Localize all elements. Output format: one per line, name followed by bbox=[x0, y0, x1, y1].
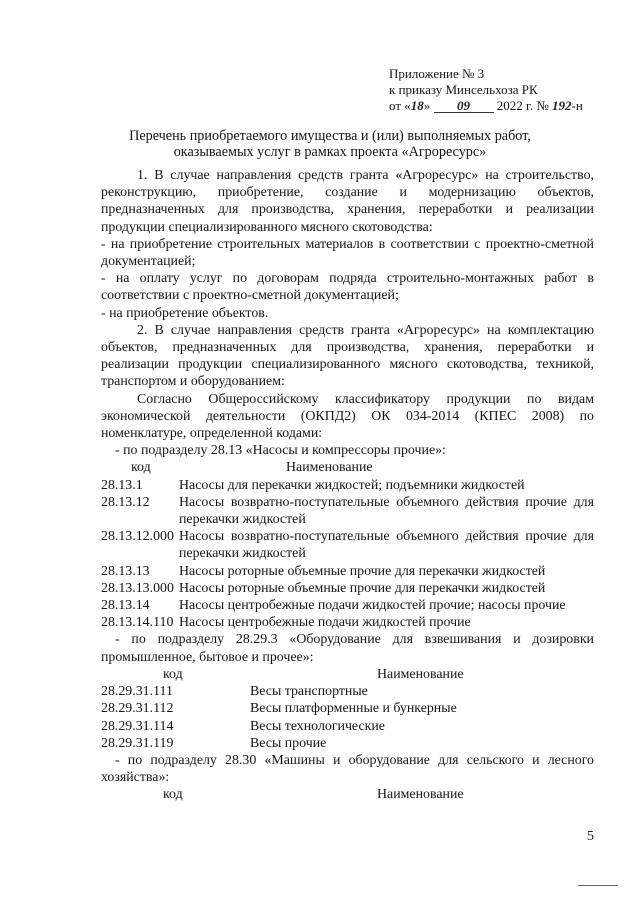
date-prefix: от « bbox=[389, 98, 411, 113]
handwritten-day: 18 bbox=[410, 98, 424, 113]
row-name: Насосы возвратно-поступательные объемного действия прочие для перекачки жидкостей bbox=[179, 529, 594, 562]
table-row bbox=[101, 494, 594, 528]
row-code: 28.13.1 bbox=[101, 477, 143, 493]
page-number: 5 bbox=[587, 829, 594, 844]
title-line-1: Перечень приобретаемого имущества и (или) выполняемых работ, bbox=[129, 128, 531, 144]
row-name: Насосы для перекачки жидкостей; подъемники жидкостей bbox=[179, 477, 525, 493]
appendix-number: Приложение № 3 bbox=[389, 66, 485, 81]
order-date-line bbox=[389, 98, 619, 114]
section-2-intro: 2. В случае направления средств гранта «Агроресурс» на комплектацию объектов, предназначенных для производства, хранения, переработки и реализации продукции специализированного мясного скотоводства, техникой, транспортом и оборудованием: bbox=[101, 322, 594, 390]
row-code: 28.29.31.112 bbox=[101, 701, 174, 717]
handwritten-month: 09 bbox=[434, 99, 494, 113]
row-code: 28.13.12.000 bbox=[101, 529, 174, 545]
row-code: 28.13.13 bbox=[101, 563, 150, 579]
table-row bbox=[101, 614, 594, 631]
table-row bbox=[101, 683, 594, 700]
column-header-name: Наименование bbox=[286, 460, 373, 476]
order-suffix: -н bbox=[571, 98, 583, 113]
row-code: 28.29.31.111 bbox=[101, 684, 173, 700]
table-row bbox=[101, 700, 594, 717]
classifier-paragraph: Согласно Общероссийскому классификатору продукции по видам экономической деятельности (ОКПД2) ОК 034-2014 (КПЕС 2008) по номенклатуре, определенной кодами: bbox=[101, 391, 594, 442]
subsection-heading: - по подразделу 28.30 «Машины и оборудование для сельского и лесного хозяйства»: bbox=[101, 752, 594, 786]
document-body bbox=[101, 167, 594, 804]
table-row bbox=[101, 597, 594, 614]
column-header-name: Наименование bbox=[377, 666, 464, 682]
table-header bbox=[101, 459, 594, 476]
table-row bbox=[101, 563, 594, 580]
row-code: 28.13.12 bbox=[101, 494, 150, 510]
column-header-code: код bbox=[163, 666, 183, 682]
row-name: Весы технологические bbox=[250, 718, 385, 734]
row-code: 28.29.31.119 bbox=[101, 735, 174, 751]
appendix-header bbox=[389, 66, 619, 114]
row-name: Насосы роторные объемные прочие для перекачки жидкостей bbox=[179, 563, 546, 579]
document-title bbox=[40, 128, 620, 160]
subsection-heading: - по подразделу 28.13 «Насосы и компрессоры прочие»: bbox=[115, 443, 446, 459]
table-row bbox=[101, 718, 594, 735]
row-code: 28.13.13.000 bbox=[101, 580, 174, 596]
column-header-code: код bbox=[131, 460, 151, 476]
divider bbox=[578, 885, 618, 886]
row-code: 28.13.14 bbox=[101, 598, 150, 614]
subsection-heading: - по подразделу 28.29.3 «Оборудование для взвешивания и дозировки промышленное, бытовое и прочее»: bbox=[101, 632, 594, 665]
table-row bbox=[101, 528, 594, 562]
handwritten-order-number: 192 bbox=[552, 98, 572, 113]
row-code: 28.29.31.114 bbox=[101, 718, 174, 734]
row-name: Насосы роторные объемные прочие для перекачки жидкостей bbox=[179, 580, 546, 596]
pumps-table bbox=[101, 459, 594, 631]
table-header bbox=[101, 666, 594, 683]
row-name: Весы транспортные bbox=[250, 684, 368, 700]
scales-table bbox=[101, 666, 594, 752]
order-reference: к приказу Минсельхоза РК bbox=[389, 82, 538, 97]
column-header-name: Наименование bbox=[377, 787, 464, 803]
section-1-intro: 1. В случае направления средств гранта «Агроресурс» на строительство, реконструкцию, приобретение, создание и модернизацию объектов, предназначенных для производства, хранения, переработки и реализации продукции специализированного мясного скотоводства: bbox=[101, 168, 594, 235]
machinery-table bbox=[101, 786, 594, 803]
table-row bbox=[101, 477, 594, 494]
title-line-2: оказываемых услуг в рамках проекта «Агроресурс» bbox=[173, 144, 487, 160]
row-name: Весы платформенные и бункерные bbox=[250, 701, 457, 717]
row-name: Весы прочие bbox=[250, 735, 327, 751]
table-header bbox=[101, 786, 594, 803]
row-code: 28.13.14.110 bbox=[101, 615, 174, 631]
section-1-item: - на приобретение строительных материалов в соответствии с проектно-сметной документацией; bbox=[101, 236, 594, 270]
row-name: Насосы центробежные подачи жидкостей прочие; насосы прочие bbox=[179, 598, 566, 614]
row-name: Насосы возвратно-поступательные объемного действия прочие для перекачки жидкостей bbox=[179, 494, 594, 528]
table-row bbox=[101, 735, 594, 752]
section-1-item: - на приобретение объектов. bbox=[101, 305, 269, 321]
table-row bbox=[101, 580, 594, 597]
section-1-item: - на оплату услуг по договорам подряда строительно-монтажных работ в соответствии с проектно-сметной документацией; bbox=[101, 271, 594, 304]
column-header-code: код bbox=[163, 787, 183, 803]
date-mid: » bbox=[423, 98, 431, 113]
row-name: Насосы центробежные подачи жидкостей прочие bbox=[179, 615, 471, 631]
date-year: 2022 г. № bbox=[496, 98, 549, 113]
